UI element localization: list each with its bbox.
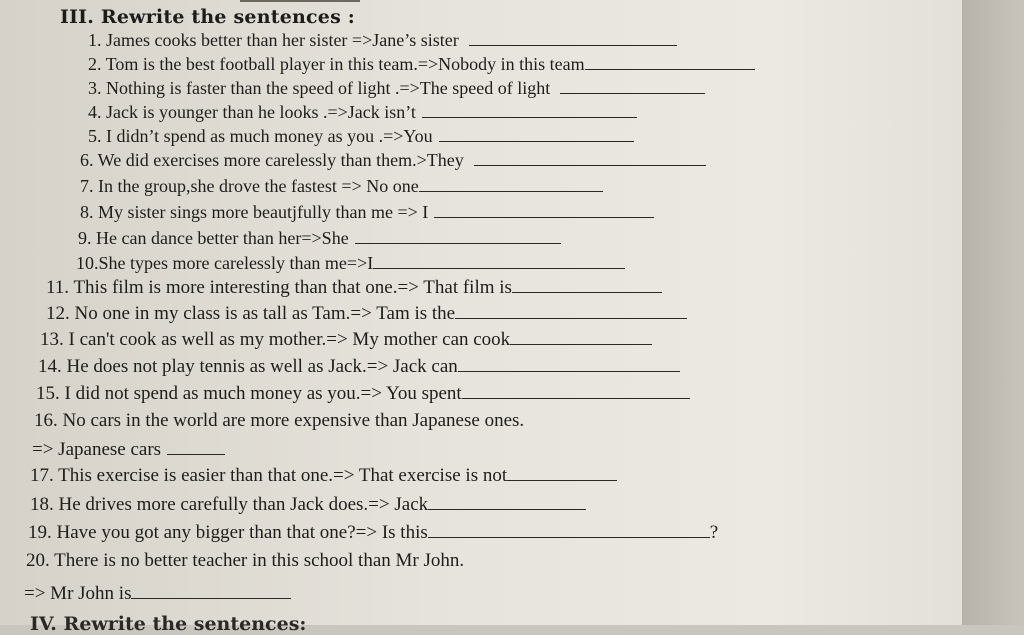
item-text: 6. We did exercises more carelessly than them.>They	[80, 150, 464, 170]
item-text: 7. In the group,she drove the fastest => No one	[80, 176, 419, 196]
item-text: 14. He does not play tennis as well as Jack.=> Jack can	[38, 356, 458, 377]
answer-blank[interactable]	[422, 116, 637, 118]
item-text: 1. James cooks better than her sister =>Jane’s sister	[88, 30, 459, 50]
answer-blank[interactable]	[355, 242, 561, 244]
item-text: 12. No one in my class is as tall as Tam.=> Tam is the	[46, 303, 456, 324]
item-text: 9. He can dance better than her=>She	[78, 228, 349, 248]
answer-blank[interactable]	[512, 291, 662, 293]
list-item	[46, 303, 687, 325]
item-text: 3. Nothing is faster than the speed of light .=>The speed of light	[88, 78, 551, 98]
list-item	[76, 253, 625, 274]
item-text: 20. There is no better teacher in this school than Mr John.	[26, 550, 465, 571]
list-item	[88, 30, 677, 51]
answer-blank[interactable]	[419, 190, 603, 192]
list-item	[46, 277, 662, 299]
item-text: 15. I did not spend as much money as you.=> You spent	[36, 383, 462, 404]
item-text: 18. He drives more carefully than Jack does.=> Jack	[30, 494, 429, 515]
list-item	[38, 356, 680, 378]
item-text: 19. Have you got any bigger than that one?=> Is this	[28, 522, 428, 543]
list-item	[78, 228, 561, 249]
item-text: 5. I didn’t spend as much money as you .=>You	[88, 126, 433, 146]
question-mark: ?	[709, 522, 719, 543]
answer-blank[interactable]	[167, 453, 225, 455]
section-heading: III. Rewrite the sentences :	[60, 6, 355, 28]
answer-blank[interactable]	[428, 508, 586, 510]
answer-blank[interactable]	[131, 597, 291, 599]
background-edge	[962, 0, 1024, 625]
list-item	[30, 465, 617, 487]
item-text: 13. I can't cook as well as my mother.=> My mother can cook	[40, 329, 511, 350]
item-text: 17. This exercise is easier than that one.=> That exercise is not	[30, 465, 508, 486]
list-item	[88, 54, 755, 75]
list-item	[28, 522, 718, 544]
answer-blank[interactable]	[474, 164, 706, 166]
answer-blank[interactable]	[507, 479, 617, 481]
item-text: 10.She types more carelessly than me=>I	[76, 253, 374, 273]
next-section-heading: IV. Rewrite the sentences:	[30, 613, 307, 635]
answer-blank[interactable]	[434, 216, 654, 218]
item-text: 2. Tom is the best football player in this team.=>Nobody in this team	[88, 54, 585, 74]
list-item	[88, 102, 637, 123]
list-item	[80, 202, 654, 223]
item-text: 16. No cars in the world are more expensive than Japanese ones.	[34, 410, 525, 431]
answer-blank[interactable]	[455, 317, 687, 319]
item-text: => Mr John is	[24, 583, 132, 604]
item-text: => Japanese cars	[32, 439, 162, 460]
item-text: 8. My sister sings more beautjfully than me => I	[80, 202, 429, 222]
list-item	[40, 329, 652, 351]
list-item	[36, 383, 690, 405]
list-item	[32, 439, 225, 461]
list-item	[34, 410, 524, 432]
list-item	[80, 176, 603, 197]
list-item	[88, 126, 634, 147]
list-item	[24, 583, 291, 605]
item-text: 11. This film is more interesting than that one.=> That film is	[46, 277, 512, 298]
answer-blank[interactable]	[428, 536, 710, 538]
list-item	[80, 150, 706, 171]
answer-blank[interactable]	[510, 343, 652, 345]
answer-blank[interactable]	[560, 92, 705, 94]
answer-blank[interactable]	[469, 44, 677, 46]
answer-blank[interactable]	[585, 68, 755, 70]
answer-blank[interactable]	[462, 397, 690, 399]
list-item	[26, 550, 464, 572]
list-item	[88, 78, 705, 99]
answer-blank[interactable]	[373, 267, 625, 269]
list-item	[30, 494, 586, 516]
top-rule	[240, 0, 360, 2]
item-text: 4. Jack is younger than he looks .=>Jack isn’t	[88, 102, 416, 122]
answer-blank[interactable]	[458, 370, 680, 372]
answer-blank[interactable]	[439, 140, 634, 142]
